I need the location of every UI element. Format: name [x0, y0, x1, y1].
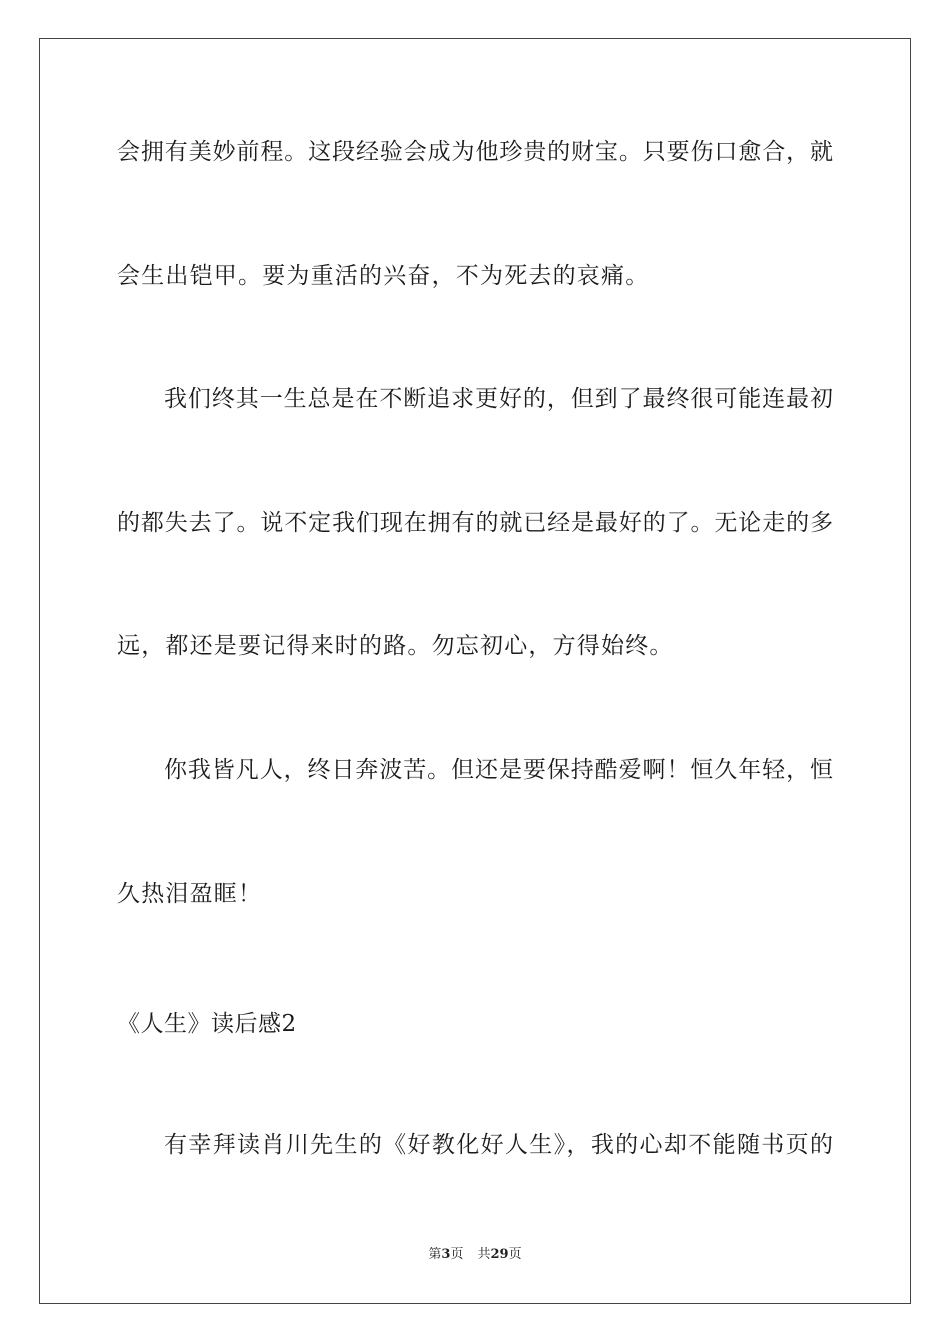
paragraph-line-8: 有幸拜读肖川先生的《好教化好人生》，我的心却不能随书页的	[164, 1132, 833, 1158]
footer-total-prefix: 共	[477, 1247, 491, 1262]
paragraph-line-3: 我们终其一生总是在不断追求更好的，但到了最终很可能连最初	[164, 386, 833, 412]
footer-current-page: 3	[441, 1247, 451, 1262]
footer-page-unit: 页	[450, 1247, 464, 1262]
paragraph-line-7: 久热泪盈眶！	[117, 881, 263, 907]
paragraph-line-6: 你我皆凡人，终日奔波苦。但还是要保持酷爱啊！恒久年轻，恒	[164, 757, 833, 783]
paragraph-line-2: 会生出铠甲。要为重活的兴奋，不为死去的哀痛。	[117, 263, 650, 289]
paragraph-line-1: 会拥有美妙前程。这段经验会成为他珍贵的财宝。只要伤口愈合，就	[117, 139, 833, 165]
footer-prefix: 第	[428, 1247, 442, 1262]
section-heading: 《人生》读后感2	[117, 1011, 297, 1037]
footer-total-pages: 29	[490, 1247, 509, 1262]
footer-total-unit: 页	[508, 1247, 522, 1262]
page-footer	[0, 1246, 950, 1264]
paragraph-line-5: 远，都还是要记得来时的路。勿忘初心，方得始终。	[117, 633, 674, 659]
paragraph-line-4: 的都失去了。说不定我们现在拥有的就已经是最好的了。无论走的多	[117, 510, 833, 536]
page-border	[39, 38, 911, 1304]
